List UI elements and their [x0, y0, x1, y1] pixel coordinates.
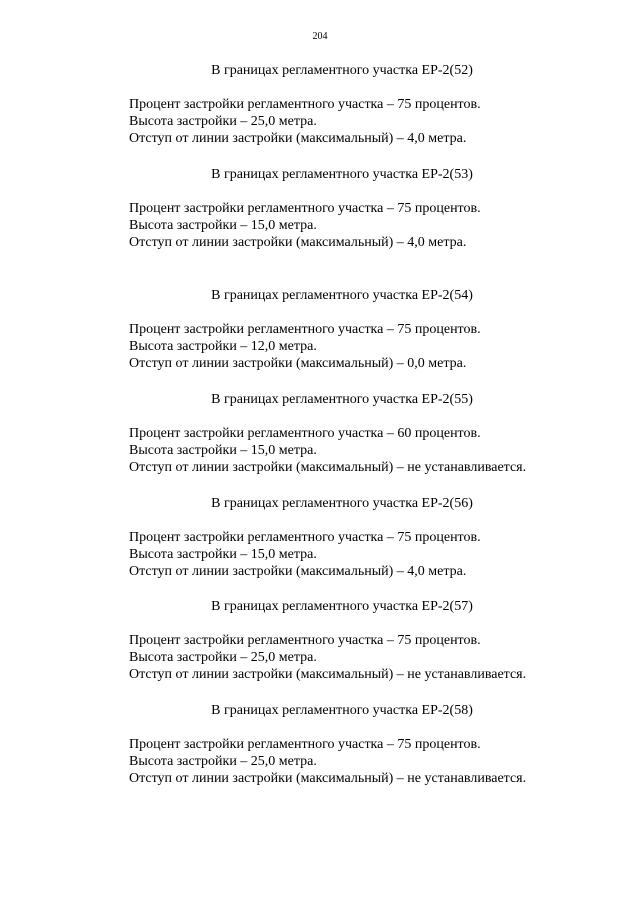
- section-heading: В границах регламентного участка ЕР-2(58): [211, 703, 473, 718]
- coverage-line: Процент застройки регламентного участка – 60 процентов.: [129, 426, 481, 441]
- height-line: Высота застройки – 25,0 метра.: [129, 114, 317, 129]
- section-body: [129, 632, 526, 683]
- section-heading: В границах регламентного участка ЕР-2(56): [211, 496, 473, 511]
- section-body: [129, 200, 481, 251]
- section-body: [129, 529, 481, 580]
- coverage-line: Процент застройки регламентного участка – 75 процентов.: [129, 633, 481, 648]
- section-heading: В границах регламентного участка ЕР-2(54): [211, 288, 473, 303]
- section-heading: В границах регламентного участка ЕР-2(57): [211, 599, 473, 614]
- setback-line: Отступ от линии застройки (максимальный) – 0,0 метра.: [129, 356, 467, 371]
- section-heading: В границах регламентного участка ЕР-2(53): [211, 167, 473, 182]
- section-body: [129, 321, 481, 372]
- section-body: [129, 736, 526, 787]
- coverage-line: Процент застройки регламентного участка – 75 процентов.: [129, 322, 481, 337]
- height-line: Высота застройки – 25,0 метра.: [129, 650, 317, 665]
- setback-line: Отступ от линии застройки (максимальный) – 4,0 метра.: [129, 564, 467, 579]
- setback-line: Отступ от линии застройки (максимальный) – не устанавливается.: [129, 771, 527, 786]
- section-body: [129, 425, 526, 476]
- setback-line: Отступ от линии застройки (максимальный) – не устанавливается.: [129, 667, 527, 682]
- coverage-line: Процент застройки регламентного участка – 75 процентов.: [129, 737, 481, 752]
- page-number: 204: [312, 31, 328, 42]
- setback-line: Отступ от линии застройки (максимальный) – 4,0 метра.: [129, 235, 467, 250]
- coverage-line: Процент застройки регламентного участка – 75 процентов.: [129, 97, 481, 112]
- coverage-line: Процент застройки регламентного участка – 75 процентов.: [129, 201, 481, 216]
- height-line: Высота застройки – 12,0 метра.: [129, 339, 317, 354]
- coverage-line: Процент застройки регламентного участка – 75 процентов.: [129, 530, 481, 545]
- height-line: Высота застройки – 15,0 метра.: [129, 218, 317, 233]
- section-heading: В границах регламентного участка ЕР-2(55): [211, 392, 473, 407]
- setback-line: Отступ от линии застройки (максимальный) – 4,0 метра.: [129, 131, 467, 146]
- section-body: [129, 96, 481, 147]
- setback-line: Отступ от линии застройки (максимальный) – не устанавливается.: [129, 460, 527, 475]
- height-line: Высота застройки – 25,0 метра.: [129, 754, 317, 769]
- height-line: Высота застройки – 15,0 метра.: [129, 547, 317, 562]
- section-heading: В границах регламентного участка ЕР-2(52): [211, 63, 473, 78]
- height-line: Высота застройки – 15,0 метра.: [129, 443, 317, 458]
